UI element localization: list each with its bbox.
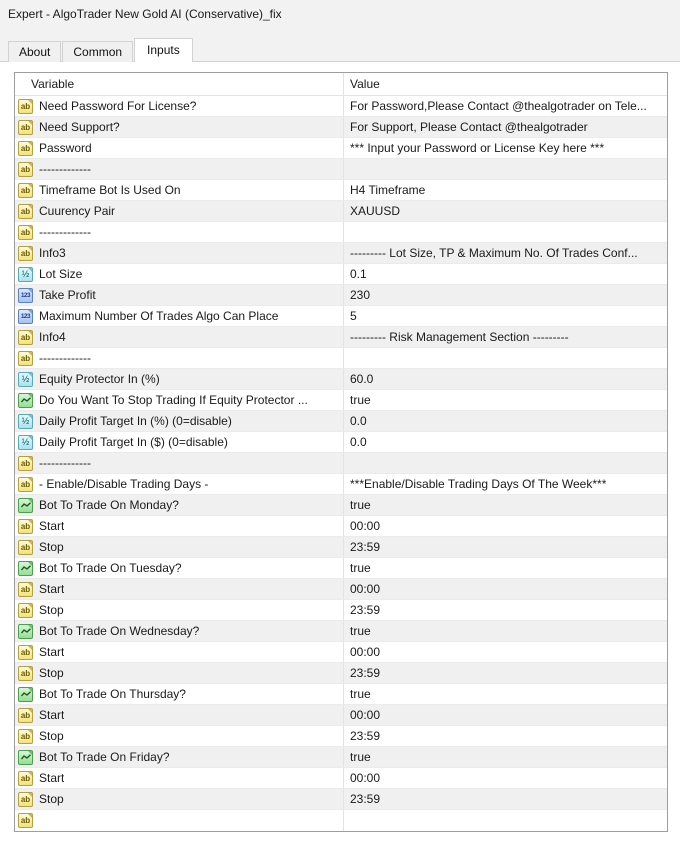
table-row[interactable]	[15, 201, 667, 222]
variable-cell	[15, 789, 344, 809]
double-param-icon: ½	[18, 372, 33, 387]
text-param-icon: ab	[18, 540, 33, 555]
boolean-param-icon	[18, 624, 33, 639]
table-row[interactable]	[15, 621, 667, 642]
text-param-icon: ab	[18, 99, 33, 114]
variable-value: *** Input your Password or License Key here ***	[350, 141, 605, 155]
column-header-variable: Variable	[15, 73, 344, 95]
variable-cell	[15, 810, 344, 831]
variable-cell	[15, 327, 344, 347]
variable-name: Start	[39, 771, 65, 785]
variable-cell	[15, 537, 344, 557]
table-row[interactable]	[15, 747, 667, 768]
value-cell[interactable]	[344, 432, 667, 452]
variable-cell	[15, 663, 344, 683]
tab-common[interactable]: Common	[62, 41, 133, 62]
table-row[interactable]	[15, 684, 667, 705]
variable-cell	[15, 348, 344, 368]
variable-cell	[15, 243, 344, 263]
variable-value: 23:59	[350, 729, 381, 743]
table-row[interactable]	[15, 117, 667, 138]
text-param-icon: ab	[18, 183, 33, 198]
table-row[interactable]	[15, 243, 667, 264]
text-param-icon: ab	[18, 246, 33, 261]
variable-value: --------- Lot Size, TP & Maximum No. Of Trades Conf...	[350, 246, 638, 260]
variable-cell	[15, 768, 344, 788]
variable-cell	[15, 117, 344, 137]
table-row[interactable]	[15, 327, 667, 348]
table-row[interactable]	[15, 537, 667, 558]
value-cell[interactable]	[344, 537, 667, 557]
variable-cell	[15, 180, 344, 200]
value-cell[interactable]	[344, 369, 667, 389]
table-row[interactable]	[15, 516, 667, 537]
value-cell[interactable]	[344, 726, 667, 746]
value-cell[interactable]	[344, 264, 667, 284]
table-row[interactable]	[15, 600, 667, 621]
variable-name: Stop	[39, 540, 64, 554]
variable-value: true	[350, 750, 371, 764]
variable-name: Start	[39, 582, 65, 596]
variable-cell	[15, 495, 344, 515]
variable-cell	[15, 516, 344, 536]
variable-cell	[15, 453, 344, 473]
variable-name: -------------	[39, 162, 91, 176]
table-row[interactable]	[15, 558, 667, 579]
value-cell[interactable]	[344, 411, 667, 431]
value-cell[interactable]	[344, 453, 667, 473]
text-param-icon: ab	[18, 708, 33, 723]
value-cell[interactable]	[344, 327, 667, 347]
variable-value: 00:00	[350, 519, 381, 533]
variable-cell	[15, 579, 344, 599]
variable-value: 23:59	[350, 603, 381, 617]
value-cell[interactable]	[344, 600, 667, 620]
value-cell[interactable]	[344, 747, 667, 767]
text-param-icon: ab	[18, 603, 33, 618]
table-row[interactable]	[15, 495, 667, 516]
text-param-icon: ab	[18, 141, 33, 156]
variable-name: Daily Profit Target In (%) (0=disable)	[39, 414, 232, 428]
params-table-body	[15, 96, 667, 831]
text-param-icon: ab	[18, 771, 33, 786]
table-row[interactable]	[15, 180, 667, 201]
variable-value: ***Enable/Disable Trading Days Of The Week***	[350, 477, 607, 491]
variable-name: -------------	[39, 456, 91, 470]
variable-name: Info4	[39, 330, 66, 344]
value-cell[interactable]	[344, 222, 667, 242]
variable-cell	[15, 201, 344, 221]
variable-name: Need Support?	[39, 120, 120, 134]
variable-value: 0.1	[350, 267, 367, 281]
table-row[interactable]	[15, 159, 667, 180]
variable-name: Stop	[39, 666, 64, 680]
double-param-icon: ½	[18, 435, 33, 450]
variable-cell	[15, 390, 344, 410]
variable-value: --------- Risk Management Section ---------	[350, 330, 569, 344]
variable-name: Stop	[39, 792, 64, 806]
variable-name: Daily Profit Target In ($) (0=disable)	[39, 435, 228, 449]
variable-name: Lot Size	[39, 267, 83, 281]
value-cell[interactable]	[344, 810, 667, 831]
value-cell[interactable]	[344, 558, 667, 578]
variable-value: 23:59	[350, 666, 381, 680]
value-cell[interactable]	[344, 684, 667, 704]
text-param-icon: ab	[18, 204, 33, 219]
text-param-icon: ab	[18, 330, 33, 345]
variable-value: 00:00	[350, 771, 381, 785]
variable-value: H4 Timeframe	[350, 183, 426, 197]
variable-cell	[15, 138, 344, 158]
table-row[interactable]	[15, 474, 667, 495]
variable-cell	[15, 285, 344, 305]
variable-cell	[15, 558, 344, 578]
integer-param-icon: 123	[18, 309, 33, 324]
value-cell[interactable]	[344, 348, 667, 368]
variable-name: Start	[39, 519, 65, 533]
value-cell[interactable]	[344, 768, 667, 788]
variable-value: true	[350, 561, 371, 575]
value-cell[interactable]	[344, 663, 667, 683]
tab-strip	[8, 38, 194, 62]
value-cell[interactable]	[344, 117, 667, 137]
value-cell[interactable]	[344, 621, 667, 641]
variable-value: true	[350, 498, 371, 512]
value-cell[interactable]	[344, 474, 667, 494]
variable-value: 0.0	[350, 414, 367, 428]
table-row[interactable]	[15, 642, 667, 663]
boolean-param-icon	[18, 687, 33, 702]
variable-value: 230	[350, 288, 371, 302]
table-row[interactable]	[15, 222, 667, 243]
tab-inputs[interactable]: Inputs	[134, 38, 193, 62]
variable-value: 00:00	[350, 708, 381, 722]
variable-name: Password	[39, 141, 92, 155]
table-row[interactable]	[15, 348, 667, 369]
value-cell[interactable]	[344, 285, 667, 305]
variable-cell	[15, 159, 344, 179]
variable-cell	[15, 726, 344, 746]
variable-value: 00:00	[350, 582, 381, 596]
variable-name: Bot To Trade On Monday?	[39, 498, 179, 512]
value-cell[interactable]	[344, 159, 667, 179]
value-cell[interactable]	[344, 705, 667, 725]
variable-cell	[15, 621, 344, 641]
text-param-icon: ab	[18, 813, 33, 828]
variable-value: XAUUSD	[350, 204, 401, 218]
variable-name: Stop	[39, 603, 64, 617]
variable-value: 23:59	[350, 792, 381, 806]
table-row[interactable]	[15, 810, 667, 831]
variable-name: Bot To Trade On Tuesday?	[39, 561, 182, 575]
variable-cell	[15, 369, 344, 389]
table-row[interactable]	[15, 306, 667, 327]
variable-cell	[15, 747, 344, 767]
variable-value: true	[350, 393, 371, 407]
table-row[interactable]	[15, 663, 667, 684]
variable-name: - Enable/Disable Trading Days -	[39, 477, 209, 491]
table-row[interactable]	[15, 768, 667, 789]
variable-cell	[15, 684, 344, 704]
text-param-icon: ab	[18, 792, 33, 807]
variable-name: Info3	[39, 246, 66, 260]
variable-cell	[15, 96, 344, 116]
value-cell[interactable]	[344, 138, 667, 158]
variable-name: Cuurency Pair	[39, 204, 116, 218]
variable-name: Do You Want To Stop Trading If Equity Protector ...	[39, 393, 308, 407]
table-row[interactable]	[15, 96, 667, 117]
text-param-icon: ab	[18, 519, 33, 534]
text-param-icon: ab	[18, 120, 33, 135]
text-param-icon: ab	[18, 225, 33, 240]
table-row[interactable]	[15, 285, 667, 306]
value-cell[interactable]	[344, 642, 667, 662]
text-param-icon: ab	[18, 456, 33, 471]
table-row[interactable]	[15, 138, 667, 159]
text-param-icon: ab	[18, 477, 33, 492]
variable-name: -------------	[39, 351, 91, 365]
text-param-icon: ab	[18, 162, 33, 177]
variable-name: Timeframe Bot Is Used On	[39, 183, 181, 197]
value-cell[interactable]	[344, 306, 667, 326]
variable-cell	[15, 264, 344, 284]
parameters-table	[14, 72, 668, 832]
variable-name: Start	[39, 645, 65, 659]
variable-cell	[15, 411, 344, 431]
column-header-value: Value	[350, 77, 380, 91]
table-row[interactable]	[15, 369, 667, 390]
table-row[interactable]	[15, 726, 667, 747]
value-cell[interactable]	[344, 495, 667, 515]
text-param-icon: ab	[18, 666, 33, 681]
value-cell[interactable]	[344, 243, 667, 263]
tab-about[interactable]: About	[8, 41, 61, 62]
table-row[interactable]	[15, 264, 667, 285]
variable-name: Take Profit	[39, 288, 96, 302]
text-param-icon: ab	[18, 729, 33, 744]
value-cell[interactable]	[344, 390, 667, 410]
table-row[interactable]	[15, 579, 667, 600]
variable-value: For Support, Please Contact @thealgotrader	[350, 120, 588, 134]
value-cell[interactable]	[344, 789, 667, 809]
variable-value: 5	[350, 309, 357, 323]
variable-cell	[15, 600, 344, 620]
text-param-icon: ab	[18, 351, 33, 366]
boolean-param-icon	[18, 750, 33, 765]
window-title: Expert - AlgoTrader New Gold AI (Conservative)_fix	[8, 7, 282, 21]
text-param-icon: ab	[18, 645, 33, 660]
table-row[interactable]	[15, 390, 667, 411]
variable-name: Bot To Trade On Friday?	[39, 750, 170, 764]
variable-value: 0.0	[350, 435, 367, 449]
variable-cell	[15, 222, 344, 242]
variable-name: -------------	[39, 225, 91, 239]
table-row[interactable]	[15, 453, 667, 474]
variable-name: Need Password For License?	[39, 99, 197, 113]
table-row[interactable]	[15, 432, 667, 453]
variable-cell	[15, 306, 344, 326]
text-param-icon: ab	[18, 582, 33, 597]
variable-name: Bot To Trade On Wednesday?	[39, 624, 200, 638]
variable-value: true	[350, 687, 371, 701]
variable-cell	[15, 474, 344, 494]
variable-cell	[15, 642, 344, 662]
value-cell[interactable]	[344, 516, 667, 536]
boolean-param-icon	[18, 498, 33, 513]
variable-name: Start	[39, 708, 65, 722]
table-row[interactable]	[15, 705, 667, 726]
boolean-param-icon	[18, 393, 33, 408]
variable-cell	[15, 705, 344, 725]
value-cell[interactable]	[344, 201, 667, 221]
variable-name: Equity Protector In (%)	[39, 372, 160, 386]
variable-name: Maximum Number Of Trades Algo Can Place	[39, 309, 279, 323]
variable-value: true	[350, 624, 371, 638]
variable-value: 60.0	[350, 372, 374, 386]
value-cell[interactable]	[344, 180, 667, 200]
integer-param-icon: 123	[18, 288, 33, 303]
table-row[interactable]	[15, 789, 667, 810]
double-param-icon: ½	[18, 414, 33, 429]
boolean-param-icon	[18, 561, 33, 576]
table-header-row	[15, 73, 667, 96]
table-row[interactable]	[15, 411, 667, 432]
inputs-tab-panel	[0, 61, 680, 844]
value-cell[interactable]	[344, 579, 667, 599]
variable-value: For Password,Please Contact @thealgotrader on Tele...	[350, 99, 647, 113]
variable-cell	[15, 432, 344, 452]
value-cell[interactable]	[344, 96, 667, 116]
variable-name: Stop	[39, 729, 64, 743]
variable-name: Bot To Trade On Thursday?	[39, 687, 186, 701]
double-param-icon: ½	[18, 267, 33, 282]
variable-value: 23:59	[350, 540, 381, 554]
variable-value: 00:00	[350, 645, 381, 659]
